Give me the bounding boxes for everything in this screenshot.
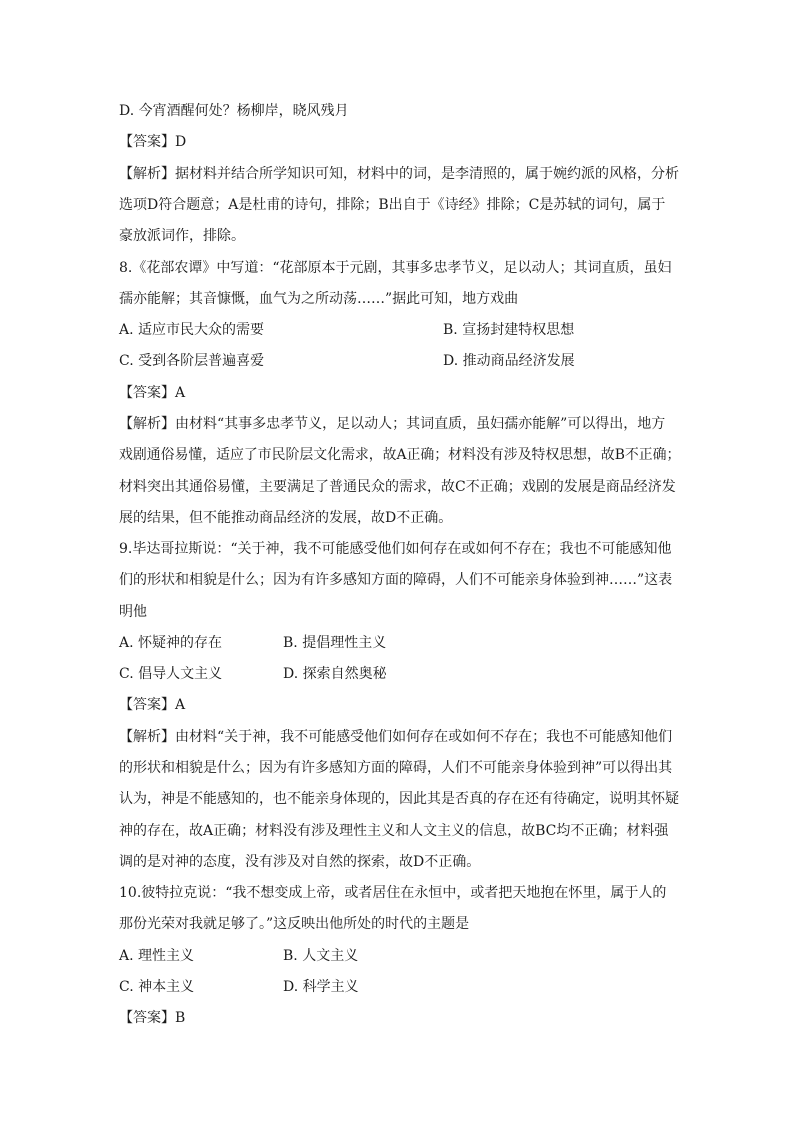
q9-analysis-line-4: 神的存在，故A正确；材料没有涉及理性主义和人文主义的信息，故BC均不正确；材料强 (119, 823, 669, 839)
q9-analysis-line-2: 的形状和相貌是什么；因为有许多感知方面的障碍，人们不可能亲身体验到神”可以得出其 (119, 760, 673, 776)
q9-stem-line-3: 明他 (119, 604, 147, 620)
q10-answer: 【答案】B (119, 1010, 186, 1026)
q10-stem-line-1: 10.彼特拉克说：“我不想变成上帝，或者居住在永恒中，或者把天地抱在怀里，属于人的 (119, 885, 667, 901)
q9-option-b: B. 提倡理性主义 (283, 635, 387, 651)
q10-option-c: C. 神本主义 (119, 979, 195, 995)
q8-stem-line-1: 8.《花部农谭》中写道：“花部原本于元剧，其事多忠孝节义，足以动人；其词直质，虽妇 (119, 260, 672, 276)
q9-analysis-line-5: 调的是对神的态度，没有涉及对自然的探索，故D不正确。 (119, 854, 481, 870)
q10-option-d: D. 科学主义 (283, 979, 359, 995)
q8-option-a: A. 适应市民大众的需要 (119, 322, 265, 338)
q8-analysis-line-4: 展的结果，但不能推动商品经济的发展，故D不正确。 (119, 510, 453, 526)
q9-option-a: A. 怀疑神的存在 (119, 635, 223, 651)
q9-analysis-line-1: 【解析】由材料“关于神，我不可能感受他们如何存在或如何不存在；我也不可能感知他们 (119, 729, 673, 745)
q9-option-c: C. 倡导人文主义 (119, 666, 223, 682)
q8-option-b: B. 宣扬封建特权思想 (443, 322, 575, 338)
q9-analysis-line-3: 认为，神是不能感知的，也不能亲身体现的，因此其是否真的存在还有待确定，说明其怀疑 (119, 791, 679, 807)
q9-stem-line-1: 9.毕达哥拉斯说：“关于神，我不可能感受他们如何存在或如何不存在；我也不可能感知他 (119, 541, 672, 557)
q8-analysis-line-1: 【解析】由材料“其事多忠孝节义，足以动人；其词直质，虽妇孺亦能解”可以得出，地方 (119, 416, 666, 432)
prev-analysis-line-1: 【解析】据材料并结合所学知识可知，材料中的词，是李清照的，属于婉约派的风格，分析 (119, 166, 679, 182)
q10-option-a: A. 理性主义 (119, 948, 195, 964)
q8-analysis-line-3: 材料突出其通俗易懂，主要满足了普通民众的需求，故C不正确；戏剧的发展是商品经济发 (119, 479, 676, 495)
q9-stem-line-2: 们的形状和相貌是什么；因为有许多感知方面的障碍，人们不可能亲身体验到神……”这表 (119, 572, 673, 588)
q8-answer: 【答案】A (119, 385, 186, 401)
prev-option-d: D. 今宵酒醒何处？杨柳岸，晓风残月 (119, 103, 349, 119)
q9-answer: 【答案】A (119, 697, 186, 713)
q8-option-c: C. 受到各阶层普遍喜爱 (119, 353, 265, 369)
prev-analysis-line-2: 选项D符合题意；A是杜甫的诗句，排除；B出自于《诗经》排除；C是苏轼的词句，属于 (119, 197, 666, 213)
q10-option-b: B. 人文主义 (283, 948, 359, 964)
q9-option-d: D. 探索自然奥秘 (283, 666, 387, 682)
q10-stem-line-2: 那份光荣对我就足够了。”这反映出他所处的时代的主题是 (119, 916, 470, 932)
q8-analysis-line-2: 戏剧通俗易懂，适应了市民阶层文化需求，故A正确；材料没有涉及特权思想，故B不正确； (119, 447, 681, 463)
q8-option-d: D. 推动商品经济发展 (443, 353, 575, 369)
prev-analysis-line-3: 豪放派词作，排除。 (119, 228, 245, 244)
q8-stem-line-2: 孺亦能解；其音慷慨，血气为之所动荡……”据此可知，地方戏曲 (119, 291, 519, 307)
prev-answer: 【答案】D (119, 134, 187, 150)
